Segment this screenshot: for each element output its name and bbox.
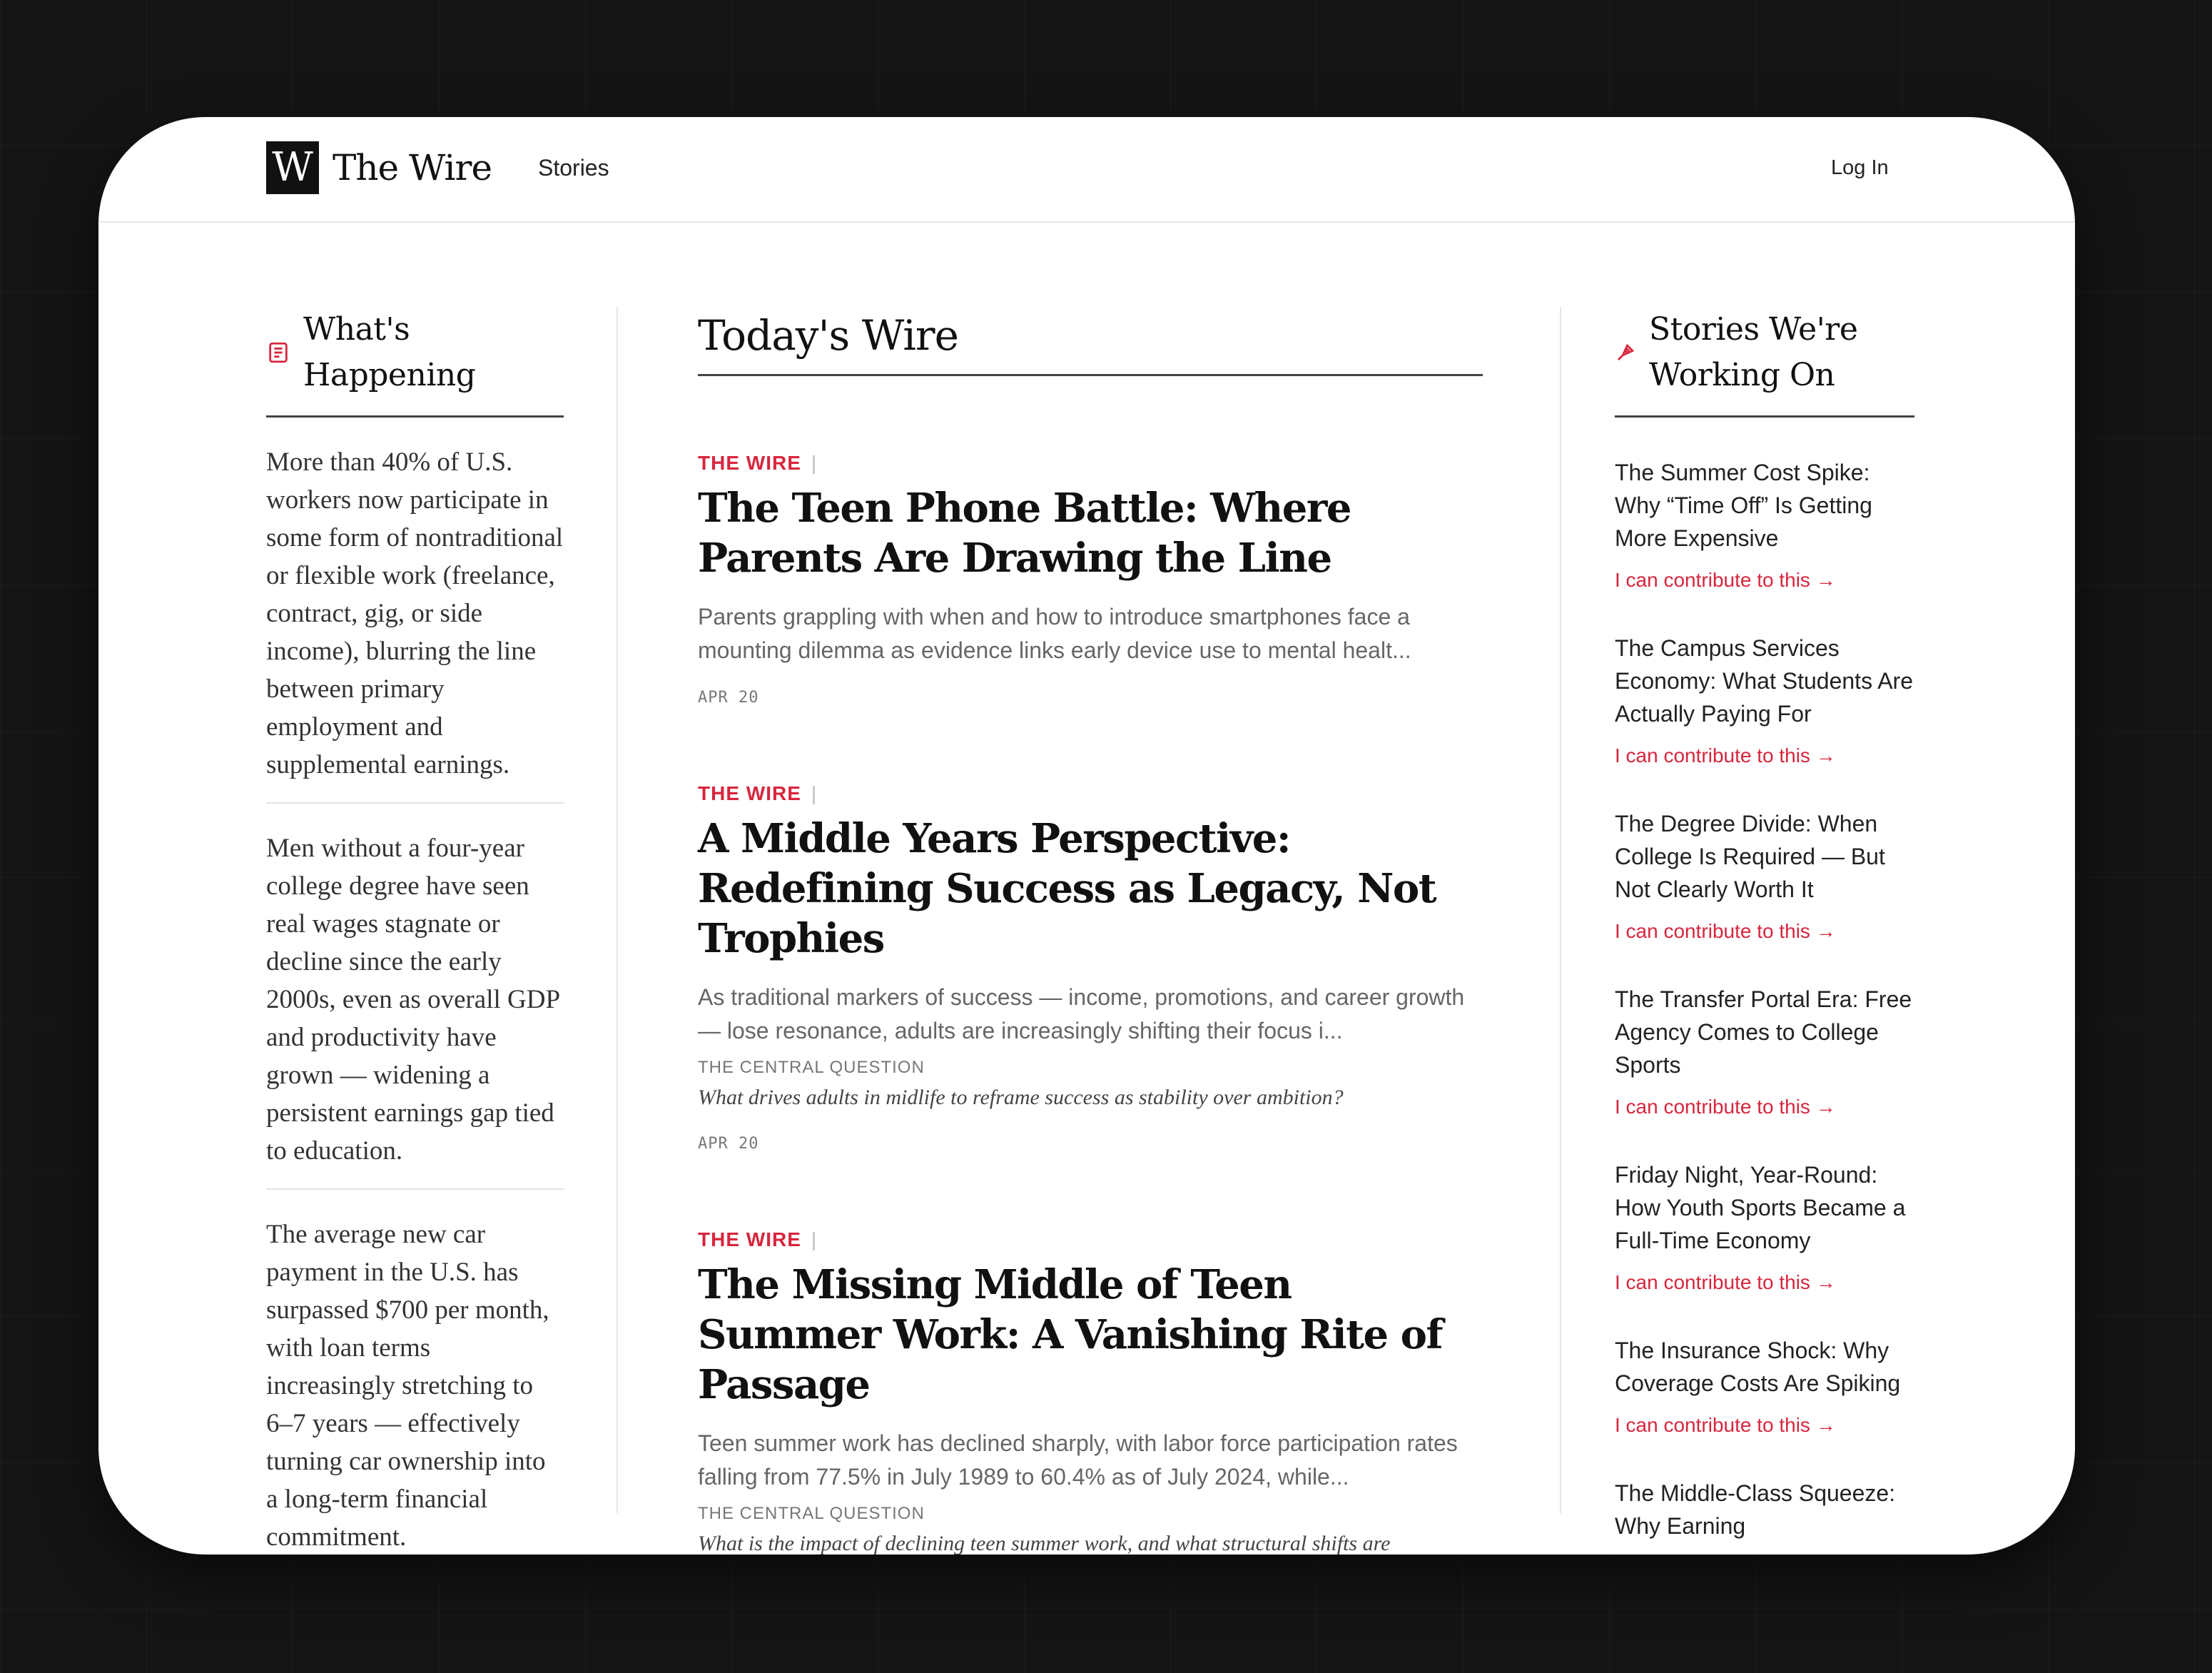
contribute-link[interactable]: I can contribute to this → xyxy=(1615,569,1836,591)
working-story-item xyxy=(1615,1477,1914,1542)
working-story-item xyxy=(1615,1158,1914,1295)
story-card[interactable] xyxy=(698,1227,1483,1555)
app-window xyxy=(98,117,2075,1555)
fact-item: The average new car payment in the U.S. has surpassed $700 per month, with loan terms increasingly stretching to 6–7 years — effectively turning car ownership into a long-term financial commitment. xyxy=(266,1190,564,1555)
newspaper-icon xyxy=(266,340,290,365)
working-story-title[interactable]: The Insurance Shock: Why Coverage Costs Are Spiking xyxy=(1615,1338,1901,1396)
story-date: APR 20 xyxy=(698,689,759,707)
contribute-link[interactable]: I can contribute to this → xyxy=(1615,1271,1836,1293)
story-dek: Teen summer work has declined sharply, with labor force participation rates falling from 77.5% in July 1989 to 60.4% as of July 2024, while... xyxy=(698,1430,1458,1490)
working-story-title[interactable]: Friday Night, Year-Round: How Youth Sports Became a Full-Time Economy xyxy=(1615,1162,1906,1253)
whats-happening-column xyxy=(266,307,564,1555)
working-story-title[interactable]: The Transfer Portal Era: Free Agency Comes to College Sports xyxy=(1615,986,1912,1078)
working-story-item xyxy=(1615,1334,1914,1438)
stories-working-on-column xyxy=(1615,307,1914,1542)
nav-stories-link[interactable]: Stories xyxy=(538,155,609,181)
working-story-title[interactable]: The Degree Divide: When College Is Required — But Not Clearly Worth It xyxy=(1615,811,1885,902)
working-story-title[interactable]: The Campus Services Economy: What Students Are Actually Paying For xyxy=(1615,635,1913,727)
logo-text[interactable]: The Wire xyxy=(333,147,492,188)
pen-nib-icon xyxy=(1615,342,1636,363)
column-divider xyxy=(1560,307,1561,1513)
working-story-item xyxy=(1615,807,1914,944)
central-question-label: THE CENTRAL QUESTION xyxy=(698,1504,925,1523)
contribute-link[interactable]: I can contribute to this → xyxy=(1615,1414,1836,1436)
fact-item: More than 40% of U.S. workers now participate in some form of nontraditional or flexible work (freelance, contract, gig, or side income), blurring the line between primary employment and supplemental earnings. xyxy=(266,418,564,804)
story-kicker: THE WIRE | xyxy=(698,452,818,474)
contribute-link[interactable]: I can contribute to this → xyxy=(1615,1096,1836,1118)
working-story-title[interactable]: The Middle-Class Squeeze: Why Earning xyxy=(1615,1480,1896,1539)
story-kicker: THE WIRE | xyxy=(698,1228,818,1250)
logo-mark[interactable]: W xyxy=(266,141,319,194)
fact-item: Men without a four-year college degree have seen real wages stagnate or decline since the early 2000s, even as overall GDP and productivity have grown — widening a persistent earnings gap tied to education. xyxy=(266,804,564,1190)
story-kicker: THE WIRE | xyxy=(698,782,818,804)
central-question-label: THE CENTRAL QUESTION xyxy=(698,1058,925,1077)
contribute-link[interactable]: I can contribute to this → xyxy=(1615,744,1836,767)
story-headline[interactable]: A Middle Years Perspective: Redefining Success as Legacy, Not Trophies xyxy=(698,815,1436,962)
working-story-item xyxy=(1615,632,1914,769)
whats-happening-header xyxy=(266,307,564,418)
central-question-text: What drives adults in midlife to reframe success as stability over ambition? xyxy=(698,1086,1344,1109)
working-story-item xyxy=(1615,983,1914,1120)
story-card[interactable] xyxy=(698,450,1483,707)
login-link[interactable]: Log In xyxy=(1831,156,1889,179)
stories-working-on-title: Stories We're Working On xyxy=(1649,311,1858,393)
contribute-link[interactable]: I can contribute to this → xyxy=(1615,920,1836,942)
todays-wire-column xyxy=(698,307,1483,1555)
todays-wire-title: Today's Wire xyxy=(698,307,1483,376)
column-divider xyxy=(617,307,618,1513)
working-story-title[interactable]: The Summer Cost Spike: Why “Time Off” Is Getting More Expensive xyxy=(1615,460,1872,551)
top-nav xyxy=(98,117,2075,223)
whats-happening-title: What's Happening xyxy=(303,311,476,393)
story-dek: Parents grappling with when and how to introduce smartphones face a mounting dilemma as evidence links early device use to mental healt... xyxy=(698,604,1411,663)
story-headline[interactable]: The Missing Middle of Teen Summer Work: A Vanishing Rite of Passage xyxy=(698,1261,1443,1408)
working-story-item xyxy=(1615,456,1914,593)
story-dek: As traditional markers of success — income, promotions, and career growth — lose resonance, adults are increasingly shifting their focus i... xyxy=(698,984,1465,1043)
story-headline[interactable]: The Teen Phone Battle: Where Parents Are Drawing the Line xyxy=(698,485,1351,582)
central-question-text: What is the impact of declining teen summer work, and what structural shifts are xyxy=(698,1532,1391,1555)
story-card[interactable] xyxy=(698,781,1483,1153)
story-date: APR 20 xyxy=(698,1135,759,1153)
stories-working-on-header xyxy=(1615,307,1914,418)
